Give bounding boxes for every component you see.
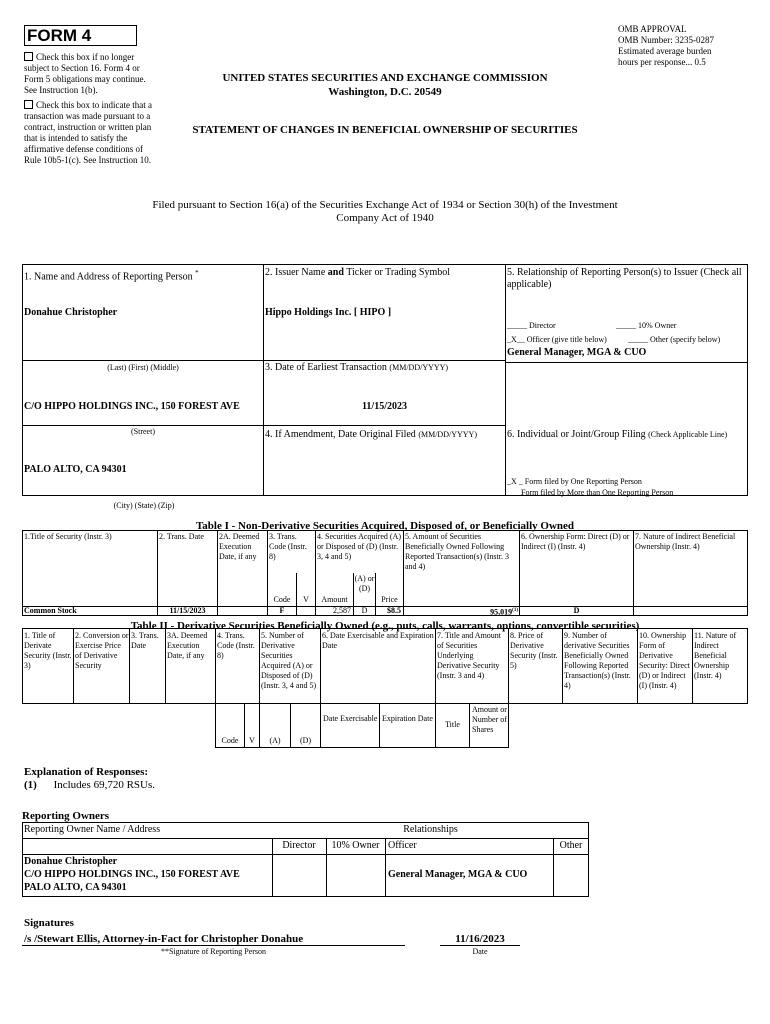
t2-sub-expiration: Expiration Date <box>382 714 433 723</box>
omb-approval <box>618 24 758 68</box>
t2-col-nature: 11. Nature of Indirect Beneficial Ownership (Instr. 4) <box>694 631 737 680</box>
t2-sub-code: Code <box>221 736 239 745</box>
signer-name: /s /Stewart Ellis, Attorney-in-Fact for Christopher Donahue <box>24 933 304 945</box>
owners-col-relationships: Relationships <box>403 824 458 835</box>
t1-sub-price: Price <box>381 595 398 604</box>
t1-row-title: Common Stock <box>24 606 77 615</box>
omb-approval-title: OMB APPROVAL <box>618 24 687 34</box>
table1-title: Table I - Non-Derivative Securities Acquired, Disposed of, or Beneficially Owned <box>195 520 575 532</box>
statement-title: STATEMENT OF CHANGES IN BENEFICIAL OWNERSHIP OF SECURITIES <box>192 124 578 136</box>
owner-officer-title: General Manager, MGA & CUO <box>388 869 528 880</box>
t1-col-code: 3. Trans. Code (Instr. 8) <box>269 532 307 561</box>
t2-col-conversion: 2. Conversion or Exercise Price of Derivative Security <box>75 631 129 670</box>
omb-burden: Estimated average burden <box>618 46 712 56</box>
name-caption: (Last) (First) (Middle) <box>107 363 179 372</box>
t2-col-underlying: 7. Title and Amount of Securities Underlying Derivative Security (Instr. 3 and 4) <box>437 631 502 680</box>
date-caption: Date <box>472 947 488 956</box>
agency-name: UNITED STATES SECURITIES AND EXCHANGE COMMISSION <box>222 72 548 84</box>
t1-sub-code: Code <box>273 595 291 604</box>
filing-one-person: _X _ Form filed by One Reporting Person <box>507 477 642 486</box>
t1-row-date: 11/15/2023 <box>169 606 206 615</box>
box4-label: 4. If Amendment, Date Original Filed (MM/DD/YYYY) <box>265 429 477 440</box>
check-box-10b5-1[interactable] <box>24 100 152 166</box>
signatures-heading: Signatures <box>24 917 74 929</box>
t2-col-title: 1. Title of Derivate Security (Instr. 3) <box>24 631 72 670</box>
t1-col-date: 2. Trans. Date <box>159 532 204 541</box>
signer-caption: **Signature of Reporting Person <box>160 947 267 956</box>
issuer-name: Hippo Holdings Inc. [ HIPO ] <box>265 307 392 318</box>
owner-street: C/O HIPPO HOLDINGS INC., 150 FOREST AVE <box>24 869 240 880</box>
t1-row-aord: D <box>361 606 368 615</box>
table2-title: Table II - Derivative Securities Beneficially Owned (e.g., puts, calls, warrants, options, convertible securities) <box>130 620 640 632</box>
box5-label: 5. Relationship of Reporting Person(s) to Issuer (Check all applicable) <box>507 267 742 290</box>
box6-label: 6. Individual or Joint/Group Filing (Check Applicable Line) <box>507 429 728 440</box>
t1-row-price: $8.5 <box>387 606 401 615</box>
city-caption: (City) (State) (Zip) <box>113 501 175 510</box>
omb-hours: hours per response... 0.5 <box>618 57 706 67</box>
t1-col-acquired: 4. Securities Acquired (A) or Disposed of (D) (Instr. 3, 4 and 5) <box>317 532 401 561</box>
owners-col-name: Reporting Owner Name / Address <box>24 824 161 835</box>
director-line: _____ Director <box>507 321 556 330</box>
street-caption: (Street) <box>131 427 155 436</box>
t2-col-owned: 9. Number of derivative Securities Beneficially Owned Following Reported Transaction(s) (Instr. 4) <box>564 631 631 690</box>
earliest-transaction-date: 11/15/2023 <box>361 401 407 412</box>
owner-name: Donahue Christopher <box>24 856 118 867</box>
t1-sub-v: V <box>303 595 309 604</box>
signature-date: 11/16/2023 <box>455 933 505 945</box>
t2-col-number: 5. Number of Derivative Securities Acquired (A) or Disposed of (D) (Instr. 3, 4 and 5) <box>261 631 317 690</box>
checkbox-icon[interactable] <box>24 100 33 109</box>
omb-number: OMB Number: 3235-0287 <box>618 35 714 45</box>
t2-col-ownership: 10. Ownership Form of Derivative Security: Direct (D) or Indirect (I) (Instr. 4) <box>639 631 690 690</box>
explanation-note <box>24 779 155 792</box>
check-box-section16[interactable] <box>24 52 152 96</box>
check-box-section16-text: Check this box if no longer subject to Section 16. Form 4 or Form 5 obligations may continue. See Instruction 1(b). <box>24 52 146 95</box>
reporting-street: C/O HIPPO HOLDINGS INC., 150 FOREST AVE <box>24 401 240 412</box>
box1-label: 1. Name and Address of Reporting Person * <box>24 269 199 283</box>
t2-sub-d: (D) <box>299 736 312 745</box>
owners-col-officer: Officer <box>388 840 417 851</box>
t1-col-ownership: 6. Ownership Form: Direct (D) or Indirect (I) (Instr. 4) <box>521 532 630 551</box>
filing-more-persons: ___ Form filed by More than One Reporting Person <box>507 488 674 497</box>
t2-sub-title: Title <box>445 720 460 729</box>
reporting-person-name: Donahue Christopher <box>24 307 118 318</box>
owners-col-other: Other <box>559 840 583 851</box>
t1-col-owned: 5. Amount of Securities Beneficially Owned Following Reported Transaction(s) (Instr. 3 and 4) <box>405 532 509 571</box>
t1-sub-amount: Amount <box>321 595 348 604</box>
t1-col-nature: 7. Nature of Indirect Beneficial Ownership (Instr. 4) <box>635 532 736 551</box>
t2-sub-a: (A) <box>269 736 281 745</box>
owner-city: PALO ALTO, CA 94301 <box>24 882 127 893</box>
reporting-city: PALO ALTO, CA 94301 <box>24 464 127 475</box>
officer-line: _X__ Officer (give title below) <box>507 335 607 344</box>
t2-col-date: 3. Trans. Date <box>131 631 159 650</box>
t2-col-code: 4. Trans. Code (Instr. 8) <box>217 631 255 660</box>
t2-col-price: 8. Price of Derivative Security (Instr. 5) <box>510 631 558 670</box>
t1-row-amount: 2,587 <box>333 606 351 615</box>
t2-col-exercisable: 6. Date Exercisable and Expiration Date <box>322 631 434 650</box>
t1-row-owned: 95,019$^{(1)}$ <box>490 607 518 617</box>
owner10-line: _____ 10% Owner <box>616 321 677 330</box>
t2-sub-amount: Amount or Number of Shares <box>472 705 507 734</box>
agency-city: Washington, D.C. 20549 <box>328 86 442 98</box>
owners-col-owner10: 10% Owner <box>331 840 380 851</box>
owners-col-director: Director <box>282 840 316 851</box>
officer-title: General Manager, MGA & CUO <box>507 347 647 358</box>
note-number: (1) <box>24 779 37 791</box>
t2-col-deemed: 3A. Deemed Execution Date, if any <box>167 631 208 660</box>
form-title: FORM 4 <box>24 25 137 46</box>
t1-row-code: F <box>279 606 285 615</box>
other-line: _____ Other (specify below) <box>628 335 721 344</box>
t1-row-form: D <box>573 606 580 615</box>
box3-label: 3. Date of Earliest Transaction (MM/DD/YYYY) <box>265 362 449 373</box>
filed-pursuant: Filed pursuant to Section 16(a) of the Securities Exchange Act of 1934 or Section 30(h) of the Investment Company Act of 1940 <box>152 199 618 224</box>
reporting-grid <box>22 264 748 496</box>
t2-sub-date-exercisable: Date Exercisable <box>323 714 378 723</box>
t1-sub-aord: (A) or (D) <box>354 574 375 593</box>
note-text: Includes 69,720 RSUs. <box>53 779 156 791</box>
checkbox-icon[interactable] <box>24 52 33 61</box>
t1-col-deemed: 2A. Deemed Execution Date, if any <box>219 532 260 561</box>
check-box-10b5-1-text: Check this box to indicate that a transaction was made pursuant to a contract, instruction or written plan that is intended to satisfy the affirmative defense conditions of Rule 10b5-1(c). See Instruction 10. <box>24 100 152 165</box>
box2-label: 2. Issuer Name and Ticker or Trading Symbol <box>265 267 451 278</box>
explanation-heading: Explanation of Responses: <box>24 766 149 778</box>
t2-sub-v: V <box>249 736 255 745</box>
t1-col-title: 1.Title of Security (Instr. 3) <box>24 532 112 541</box>
owners-heading: Reporting Owners <box>22 810 110 822</box>
